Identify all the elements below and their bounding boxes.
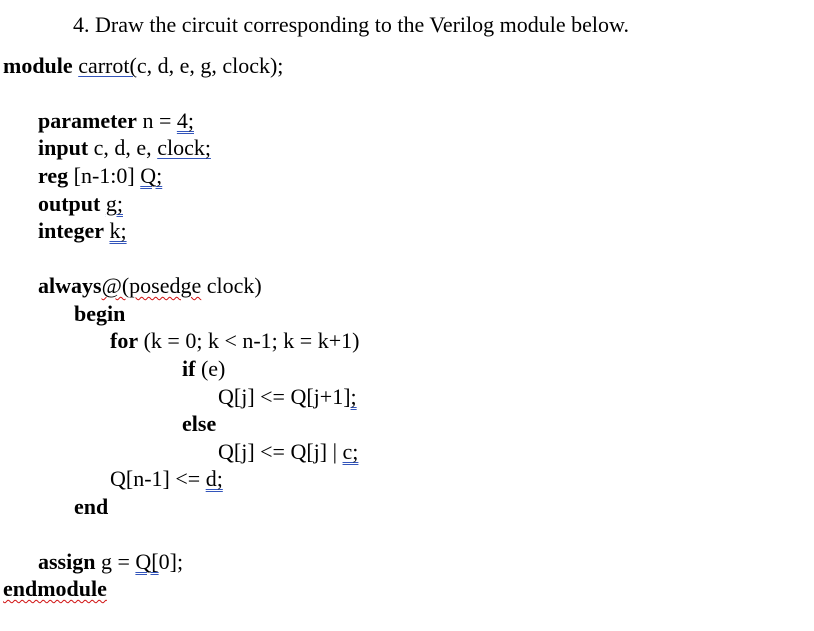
keyword-assign: assign [38,549,96,574]
keyword-begin: begin [74,301,126,326]
integer-name: k; [109,218,127,243]
input-clock: clock; [157,135,211,160]
keyword-if: if [182,356,196,381]
last-statement: Q[n-1] <= [110,466,201,491]
keyword-always: always [38,273,102,298]
question-heading [73,12,629,38]
parameter-lhs: n = [142,108,172,133]
assign-lhs: g = [100,549,130,574]
last-operand: d; [205,466,223,491]
code-line-if [182,356,225,382]
keyword-integer: integer [38,218,104,243]
code-line-input [38,135,211,161]
keyword-reg: reg [38,163,69,188]
if-condition: (e) [200,356,226,381]
code-line-begin [74,301,125,327]
parameter-value: 4; [176,108,194,133]
code-line-integer [38,218,127,244]
reg-name: Q; [140,163,163,188]
code-line-for [110,328,359,354]
reg-range: [n-1:0] [73,163,135,188]
always-clock: clock) [201,273,262,298]
module-name: carrot( [78,53,137,78]
keyword-else: else [182,411,217,436]
keyword-module: module [3,53,73,78]
for-header: (k = 0; k < n-1; k = k+1) [143,328,360,353]
code-line-last [110,466,223,492]
module-args: c, d, e, g, clock); [136,53,284,78]
keyword-for: for [110,328,139,353]
keyword-end: end [74,494,109,519]
assign-rhs-marked: Q[ [135,549,159,574]
code-line-assign [38,549,183,575]
keyword-input: input [38,135,89,160]
code-line-assign-shift [218,384,357,410]
or-statement: Q[j] <= Q[j] | [218,439,338,464]
code-line-endmodule [3,576,107,602]
keyword-parameter: parameter [38,108,137,133]
output-name: g; [105,191,123,216]
keyword-endmodule: endmodule [3,576,107,601]
input-ports: c, d, e, [93,135,152,160]
always-sensitivity: @(posedge [101,273,202,298]
assign-rhs: 0]; [158,549,184,574]
shift-statement: Q[j] <= Q[j+1] [218,384,351,409]
code-line-assign-or [218,439,358,465]
code-line-end [74,494,108,520]
code-line-always [38,273,262,299]
question-text: 4. Draw the circuit corresponding to the Verilog module below. [73,12,629,37]
code-line-output [38,191,123,217]
code-line-reg [38,163,162,189]
code-line-parameter [38,108,194,134]
keyword-output: output [38,191,101,216]
code-line-else [182,411,216,437]
shift-semicolon: ; [350,384,357,409]
code-line-module [3,53,283,79]
or-operand: c; [342,439,359,464]
